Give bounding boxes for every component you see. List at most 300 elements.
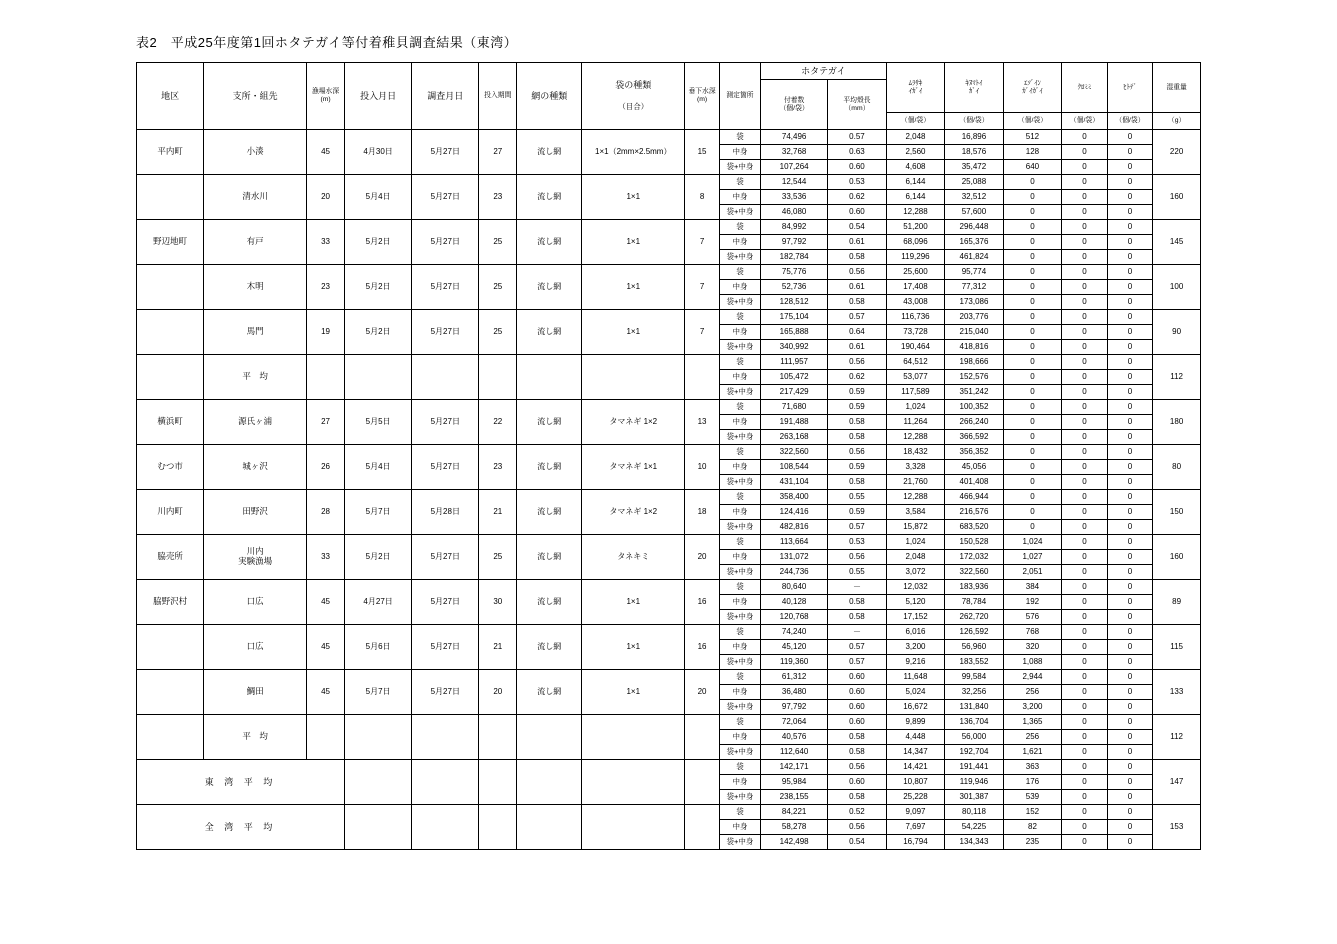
cell-gear-type: 流し網 [517,310,582,355]
cell-murasaki-igai: 1,024 [886,535,945,550]
cell-kuromimi: 0 [1062,205,1108,220]
cell-murasaki-igai: 3,200 [886,640,945,655]
cell-kinumatoi-gai: 418,816 [945,340,1004,355]
cell-set-date: 5月2日 [345,265,412,310]
cell-hotate-size: 0.60 [828,205,887,220]
header-hitode: ﾋﾄﾃﾞ [1107,63,1153,113]
cell-hotate-count: 105,472 [761,370,828,385]
cell-wet-weight: 90 [1153,310,1201,355]
cell-site-depth: 27 [307,400,345,445]
cell-period [479,355,517,400]
cell-gear-type: 流し網 [517,490,582,535]
cell-hang-depth: 7 [685,310,720,355]
cell-kuromimi: 0 [1062,295,1108,310]
cell-hang-depth [685,715,720,760]
cell-ezoinugai: 768 [1003,625,1062,640]
summary-murasaki-igai: 16,794 [886,835,945,850]
cell-set-date: 5月7日 [345,490,412,535]
summary-kinumatoi-gai: 134,343 [945,835,1004,850]
cell-branch: 源氏ヶ浦 [204,400,307,445]
header-hotate-group: ホタテガイ [761,63,887,80]
cell-branch: 口広 [204,580,307,625]
table-row [137,310,1201,325]
cell-kuromimi: 0 [1062,160,1108,175]
cell-survey-date: 5月27日 [412,265,479,310]
cell-measure-point: 中身 [719,550,760,565]
cell-kuromimi: 0 [1062,550,1108,565]
cell-hotate-count: 131,072 [761,550,828,565]
cell-kinumatoi-gai: 461,824 [945,250,1004,265]
header-hotate-count [761,80,828,130]
cell-kuromimi: 0 [1062,685,1108,700]
cell-kuromimi: 0 [1062,640,1108,655]
header-branch: 支所・組先 [204,63,307,130]
cell-measure-point: 袋 [719,130,760,145]
cell-wet-weight: 133 [1153,670,1201,715]
cell-survey-date: 5月27日 [412,175,479,220]
cell-hitode: 0 [1107,490,1153,505]
cell-hitode: 0 [1107,745,1153,760]
cell-period: 25 [479,265,517,310]
cell-measure-point: 袋+中身 [719,655,760,670]
cell-ezoinugai: 0 [1003,280,1062,295]
cell-bag-type: 1×1 [582,220,685,265]
cell-period: 22 [479,400,517,445]
cell-hotate-size: 0.59 [828,385,887,400]
cell-hang-depth: 8 [685,175,720,220]
cell-branch: 鯛田 [204,670,307,715]
summary-hitode: 0 [1107,820,1153,835]
cell-measure-point: 中身 [719,370,760,385]
cell-hitode: 0 [1107,385,1153,400]
cell-wet-weight: 100 [1153,265,1201,310]
cell-area: 野辺地町 [137,220,204,265]
header-hang-depth-unit: (m) [696,96,708,103]
cell-hotate-count: 108,544 [761,460,828,475]
cell-measure-point: 袋+中身 [719,250,760,265]
cell-kinumatoi-gai: 152,576 [945,370,1004,385]
cell-hitode: 0 [1107,505,1153,520]
cell-ezoinugai: 384 [1003,580,1062,595]
cell-murasaki-igai: 5,120 [886,595,945,610]
cell-kinumatoi-gai: 215,040 [945,325,1004,340]
cell-kuromimi: 0 [1062,175,1108,190]
cell-kinumatoi-gai: 56,000 [945,730,1004,745]
cell-hotate-count: 71,680 [761,400,828,415]
cell-kuromimi: 0 [1062,595,1108,610]
cell-ezoinugai: 640 [1003,160,1062,175]
cell-hitode: 0 [1107,175,1153,190]
cell-measure-point: 袋 [719,535,760,550]
cell-ezoinugai: 0 [1003,310,1062,325]
cell-ezoinugai: 0 [1003,385,1062,400]
cell-hitode: 0 [1107,400,1153,415]
header-kuromimi-unit: （個/袋） [1062,113,1108,130]
summary-label: 東 湾 平 均 [137,760,345,805]
cell-kinumatoi-gai: 77,312 [945,280,1004,295]
cell-hotate-size: 0.59 [828,505,887,520]
cell-hotate-count: 46,080 [761,205,828,220]
cell-hotate-count: 74,496 [761,130,828,145]
cell-measure-point: 袋+中身 [719,565,760,580]
cell-kinumatoi-gai: 126,592 [945,625,1004,640]
cell-hotate-size: 0.60 [828,670,887,685]
cell-period: 23 [479,175,517,220]
cell-kuromimi: 0 [1062,730,1108,745]
header-set-date: 投入月日 [345,63,412,130]
cell-gear-type [517,715,582,760]
cell-kinumatoi-gai: 351,242 [945,385,1004,400]
header-bag-type [582,63,685,130]
cell-hotate-size: － [828,580,887,595]
summary-kinumatoi-gai: 119,946 [945,775,1004,790]
cell-kuromimi: 0 [1062,505,1108,520]
cell-site-depth: 20 [307,175,345,220]
cell-kuromimi: 0 [1062,325,1108,340]
cell-ezoinugai: 0 [1003,520,1062,535]
cell-site-depth: 23 [307,265,345,310]
cell-kinumatoi-gai: 45,056 [945,460,1004,475]
cell-hang-depth: 13 [685,400,720,445]
summary-measure-point: 袋+中身 [719,790,760,805]
cell-measure-point: 袋 [719,355,760,370]
cell-ezoinugai: 0 [1003,190,1062,205]
table-row [137,445,1201,460]
cell-hotate-count: 97,792 [761,700,828,715]
summary-kuromimi: 0 [1062,790,1108,805]
cell-hotate-size: 0.62 [828,370,887,385]
cell-ezoinugai: 0 [1003,220,1062,235]
cell-measure-point: 中身 [719,460,760,475]
cell-ezoinugai: 0 [1003,250,1062,265]
cell-gear-type: 流し網 [517,580,582,625]
cell-ezoinugai: 256 [1003,730,1062,745]
cell-area: むつ市 [137,445,204,490]
summary-hitode: 0 [1107,805,1153,820]
cell-kinumatoi-gai: 216,576 [945,505,1004,520]
summary-blank-bag [582,760,685,805]
summary-hotate-count: 95,984 [761,775,828,790]
cell-ezoinugai: 0 [1003,460,1062,475]
cell-bag-type: 1×1 [582,310,685,355]
summary-hotate-count: 142,498 [761,835,828,850]
header-survey-date: 調査月日 [412,63,479,130]
cell-hotate-size: 0.61 [828,235,887,250]
cell-ezoinugai: 0 [1003,340,1062,355]
cell-period [479,715,517,760]
cell-period: 21 [479,625,517,670]
header-ezoinugai-line2: ｶﾞｲｶﾞｲ [1022,87,1043,95]
cell-murasaki-igai: 17,408 [886,280,945,295]
header-murasaki-unit: （個/袋） [886,113,945,130]
cell-measure-point: 袋+中身 [719,430,760,445]
cell-ezoinugai: 0 [1003,175,1062,190]
summary-blank-gear [517,805,582,850]
cell-ezoinugai: 1,027 [1003,550,1062,565]
cell-measure-point: 袋+中身 [719,745,760,760]
cell-hitode: 0 [1107,625,1153,640]
cell-kinumatoi-gai: 56,960 [945,640,1004,655]
cell-hotate-size: 0.56 [828,355,887,370]
cell-gear-type: 流し網 [517,445,582,490]
cell-ezoinugai: 0 [1003,325,1062,340]
summary-blank-survey-date [412,805,479,850]
cell-wet-weight: 150 [1153,490,1201,535]
cell-murasaki-igai: 68,096 [886,235,945,250]
cell-hitode: 0 [1107,610,1153,625]
cell-measure-point: 中身 [719,235,760,250]
cell-murasaki-igai: 12,288 [886,430,945,445]
cell-ezoinugai: 576 [1003,610,1062,625]
cell-hotate-count: 263,168 [761,430,828,445]
cell-hotate-size: － [828,625,887,640]
cell-murasaki-igai: 5,024 [886,685,945,700]
cell-gear-type: 流し網 [517,670,582,715]
cell-kinumatoi-gai: 366,592 [945,430,1004,445]
summary-hotate-size: 0.56 [828,820,887,835]
cell-hitode: 0 [1107,265,1153,280]
cell-measure-point: 中身 [719,415,760,430]
table-row [137,715,1201,730]
cell-ezoinugai: 0 [1003,295,1062,310]
cell-wet-weight: 160 [1153,535,1201,580]
table-row [137,535,1201,550]
cell-hotate-size: 0.57 [828,130,887,145]
summary-ezoinugai: 539 [1003,790,1062,805]
header-weight: 湿重量 [1153,63,1201,113]
table-row [137,490,1201,505]
cell-hitode: 0 [1107,565,1153,580]
cell-area [137,715,204,760]
cell-hotate-count: 75,776 [761,265,828,280]
cell-ezoinugai: 3,200 [1003,700,1062,715]
cell-survey-date [412,715,479,760]
summary-blank-survey-date [412,760,479,805]
cell-hotate-size: 0.58 [828,610,887,625]
cell-hitode: 0 [1107,520,1153,535]
cell-kuromimi: 0 [1062,400,1108,415]
cell-set-date: 4月30日 [345,130,412,175]
cell-hotate-size: 0.58 [828,745,887,760]
cell-area: 脇野沢村 [137,580,204,625]
cell-ezoinugai: 0 [1003,505,1062,520]
header-area: 地区 [137,63,204,130]
cell-survey-date: 5月27日 [412,310,479,355]
cell-ezoinugai: 0 [1003,415,1062,430]
cell-murasaki-igai: 17,152 [886,610,945,625]
cell-hitode: 0 [1107,535,1153,550]
header-hotate-count-label: 付着数 [783,96,805,104]
table-header [137,63,1201,130]
header-hang-depth-label: 垂下水深 [688,88,716,96]
cell-hitode: 0 [1107,655,1153,670]
cell-hitode: 0 [1107,235,1153,250]
summary-measure-point: 中身 [719,775,760,790]
header-site-depth [307,63,345,130]
table-body [137,130,1201,850]
cell-hotate-count: 12,544 [761,175,828,190]
cell-hotate-size: 0.57 [828,640,887,655]
cell-hotate-count: 124,416 [761,505,828,520]
cell-measure-point: 袋 [719,445,760,460]
cell-ezoinugai: 0 [1003,355,1062,370]
cell-period: 27 [479,130,517,175]
cell-kuromimi: 0 [1062,490,1108,505]
cell-wet-weight: 89 [1153,580,1201,625]
cell-hotate-count: 112,640 [761,745,828,760]
summary-kuromimi: 0 [1062,805,1108,820]
cell-site-depth: 19 [307,310,345,355]
cell-branch: 清水川 [204,175,307,220]
cell-hitode: 0 [1107,220,1153,235]
cell-hotate-count: 340,992 [761,340,828,355]
cell-hotate-size: 0.58 [828,295,887,310]
header-murasaki-igai-line1: ﾑﾗｻｷ [908,79,923,87]
cell-area: 横浜町 [137,400,204,445]
cell-hitode: 0 [1107,355,1153,370]
cell-bag-type: タネキミ [582,535,685,580]
cell-hotate-count: 40,576 [761,730,828,745]
cell-murasaki-igai: 117,589 [886,385,945,400]
cell-measure-point: 袋 [719,580,760,595]
cell-bag-type: タマネギ 1×1 [582,445,685,490]
cell-murasaki-igai: 15,872 [886,520,945,535]
cell-hotate-count: 431,104 [761,475,828,490]
cell-kuromimi: 0 [1062,355,1108,370]
cell-site-depth: 33 [307,535,345,580]
summary-wet-weight: 153 [1153,805,1201,850]
cell-kinumatoi-gai: 173,086 [945,295,1004,310]
survey-table-container [136,62,1201,850]
cell-murasaki-igai: 6,144 [886,190,945,205]
cell-hotate-count: 482,816 [761,520,828,535]
header-gear-type: 網の種類 [517,63,582,130]
cell-murasaki-igai: 9,899 [886,715,945,730]
cell-measure-point: 袋+中身 [719,475,760,490]
cell-hotate-count: 217,429 [761,385,828,400]
cell-set-date: 5月7日 [345,670,412,715]
cell-kuromimi: 0 [1062,250,1108,265]
table-row [137,400,1201,415]
cell-ezoinugai: 0 [1003,475,1062,490]
header-ezoinugai-line1: ｴｿﾞｲﾝ [1023,79,1041,87]
cell-measure-point: 中身 [719,190,760,205]
cell-murasaki-igai: 190,464 [886,340,945,355]
cell-murasaki-igai: 43,008 [886,295,945,310]
cell-ezoinugai: 192 [1003,595,1062,610]
cell-kinumatoi-gai: 99,584 [945,670,1004,685]
cell-hotate-count: 33,536 [761,190,828,205]
cell-ezoinugai: 1,365 [1003,715,1062,730]
header-hotate-size-unit: （mm） [844,104,870,112]
cell-gear-type: 流し網 [517,130,582,175]
cell-wet-weight: 115 [1153,625,1201,670]
cell-wet-weight: 145 [1153,220,1201,265]
cell-hitode: 0 [1107,550,1153,565]
cell-area [137,625,204,670]
cell-branch: 口広 [204,625,307,670]
cell-hotate-size: 0.57 [828,310,887,325]
summary-measure-point: 袋 [719,805,760,820]
cell-branch: 田野沢 [204,490,307,535]
cell-measure-point: 袋 [719,625,760,640]
cell-kuromimi: 0 [1062,385,1108,400]
cell-branch: 平 均 [204,355,307,400]
cell-ezoinugai: 320 [1003,640,1062,655]
cell-hotate-size: 0.53 [828,175,887,190]
cell-wet-weight: 180 [1153,400,1201,445]
header-bag-type-label: 袋の種類 [615,80,652,91]
cell-area [137,670,204,715]
cell-gear-type: 流し網 [517,175,582,220]
summary-kinumatoi-gai: 191,441 [945,760,1004,775]
cell-ezoinugai: 0 [1003,430,1062,445]
summary-measure-point: 袋+中身 [719,835,760,850]
cell-kinumatoi-gai: 262,720 [945,610,1004,625]
cell-gear-type: 流し網 [517,220,582,265]
cell-hitode: 0 [1107,715,1153,730]
cell-area [137,265,204,310]
cell-ezoinugai: 0 [1003,205,1062,220]
cell-wet-weight: 160 [1153,175,1201,220]
cell-branch: 小湊 [204,130,307,175]
cell-bag-type: タマネギ 1×2 [582,490,685,535]
cell-ezoinugai: 0 [1003,235,1062,250]
cell-hotate-size: 0.53 [828,535,887,550]
cell-set-date: 5月5日 [345,400,412,445]
cell-measure-point: 袋+中身 [719,385,760,400]
summary-murasaki-igai: 10,807 [886,775,945,790]
cell-branch: 川内 実験漁場 [204,535,307,580]
cell-kuromimi: 0 [1062,340,1108,355]
cell-kuromimi: 0 [1062,745,1108,760]
summary-murasaki-igai: 7,697 [886,820,945,835]
summary-ezoinugai: 82 [1003,820,1062,835]
header-kuromimi: ｸﾛﾐﾐ [1062,63,1108,113]
summary-measure-point: 袋 [719,760,760,775]
cell-murasaki-igai: 25,600 [886,265,945,280]
cell-hitode: 0 [1107,145,1153,160]
cell-kinumatoi-gai: 16,896 [945,130,1004,145]
summary-hitode: 0 [1107,790,1153,805]
header-ezoinugai [1003,63,1062,113]
cell-hotate-count: 358,400 [761,490,828,505]
cell-kinumatoi-gai: 683,520 [945,520,1004,535]
cell-kinumatoi-gai: 100,352 [945,400,1004,415]
cell-murasaki-igai: 14,347 [886,745,945,760]
summary-hotate-size: 0.56 [828,760,887,775]
cell-hitode: 0 [1107,280,1153,295]
summary-kuromimi: 0 [1062,835,1108,850]
cell-kinumatoi-gai: 198,666 [945,355,1004,370]
cell-hotate-count: 322,560 [761,445,828,460]
cell-set-date: 5月6日 [345,625,412,670]
cell-area: 川内町 [137,490,204,535]
cell-hotate-count: 175,104 [761,310,828,325]
table-row [137,670,1201,685]
cell-kinumatoi-gai: 32,256 [945,685,1004,700]
cell-hotate-size: 0.62 [828,190,887,205]
cell-kuromimi: 0 [1062,715,1108,730]
summary-blank-period [479,760,517,805]
cell-murasaki-igai: 18,432 [886,445,945,460]
header-period: 投入期間 [479,63,517,130]
cell-kinumatoi-gai: 18,576 [945,145,1004,160]
cell-gear-type: 流し網 [517,535,582,580]
cell-murasaki-igai: 11,648 [886,670,945,685]
table-row [137,625,1201,640]
cell-hang-depth: 20 [685,535,720,580]
